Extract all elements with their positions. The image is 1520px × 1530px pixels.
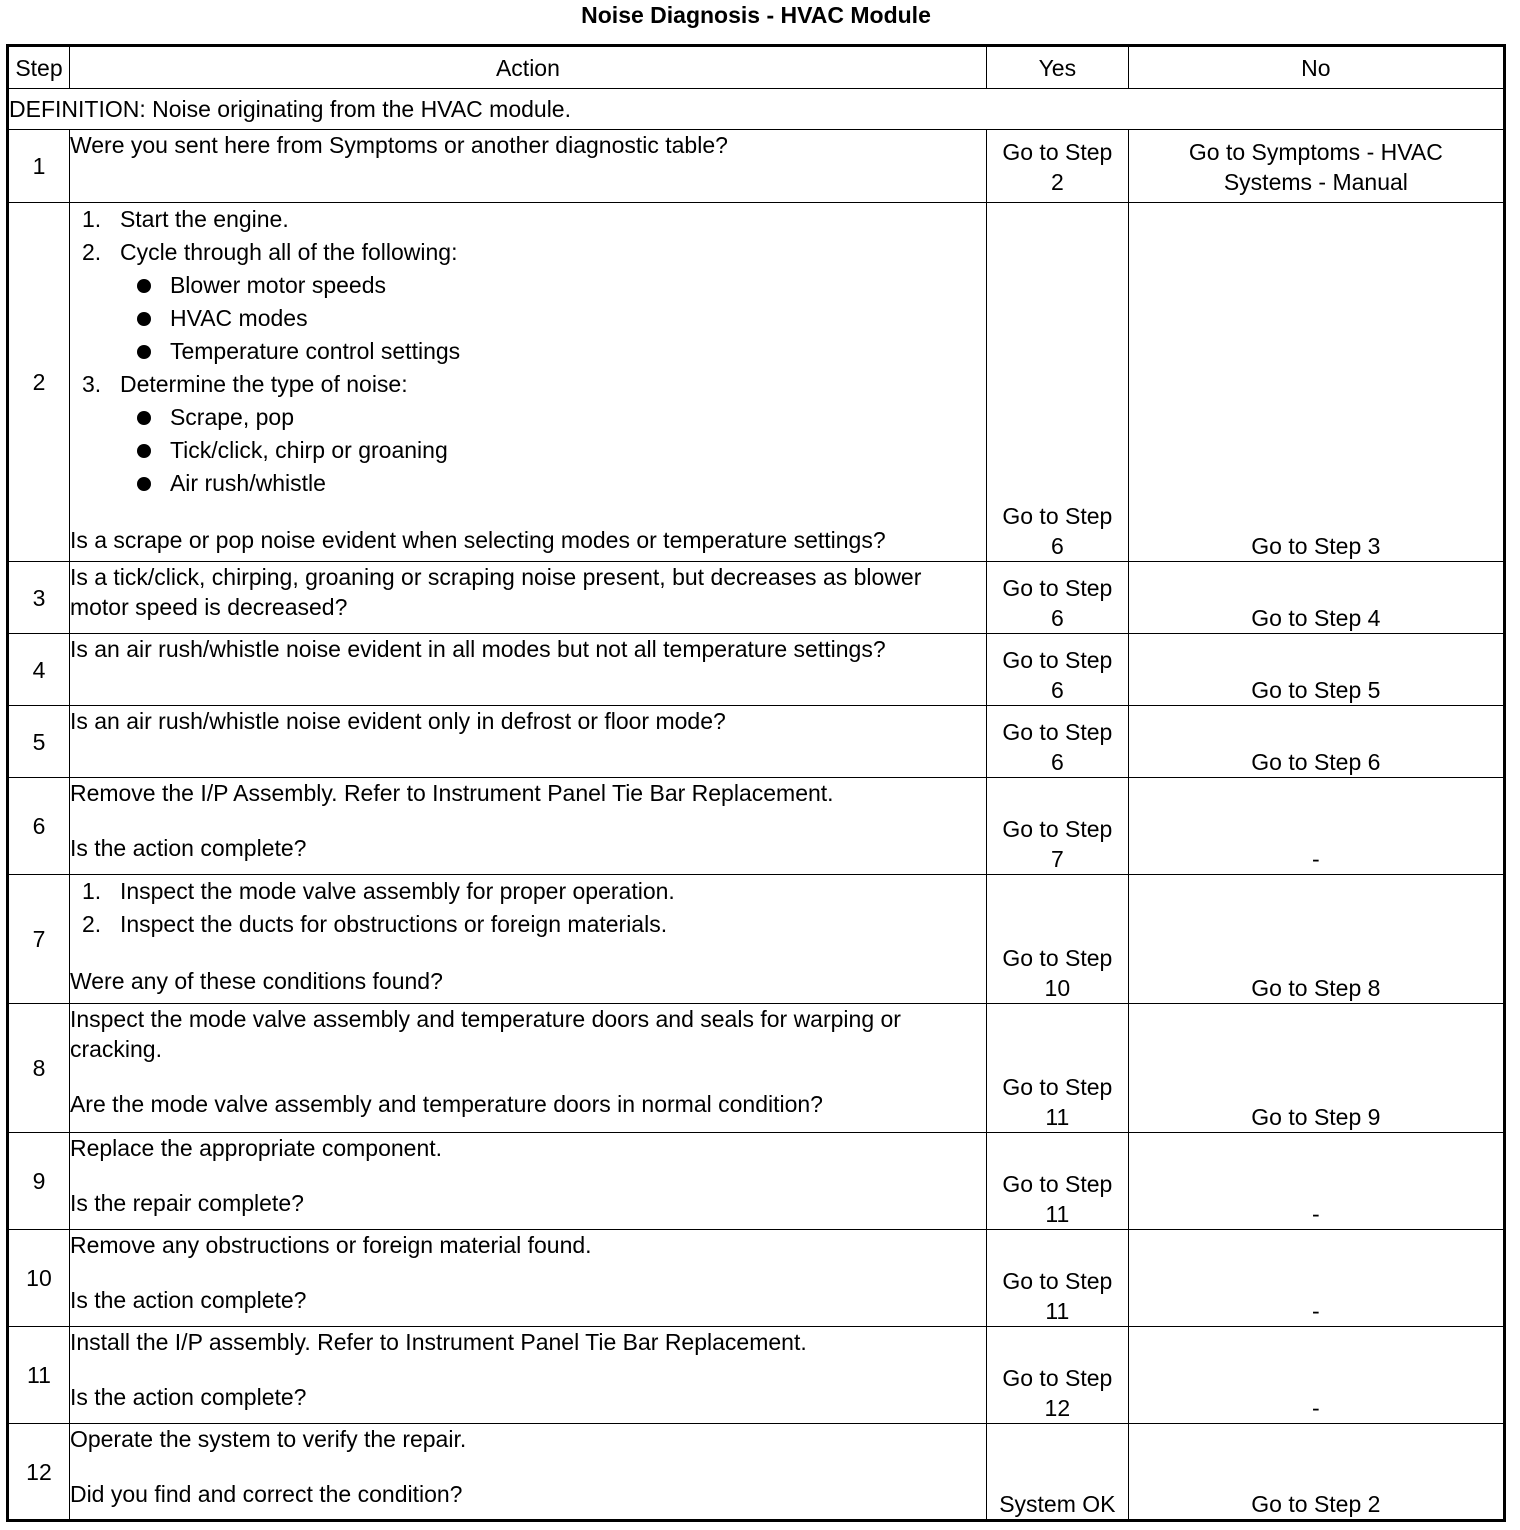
table-row — [8, 875, 1505, 1004]
header-step: Step — [8, 46, 70, 89]
question-text: Is the repair complete? — [69, 1190, 304, 1216]
yes-cell — [986, 634, 1128, 706]
no-text: Go to Step 4 — [1251, 605, 1381, 631]
step-number: 12 — [8, 1424, 70, 1521]
action-cell — [69, 875, 986, 1004]
action-cell — [69, 778, 986, 875]
yes-step: 6 — [1050, 533, 1064, 559]
list-number: 2. — [81, 239, 102, 265]
action-cell — [69, 706, 986, 778]
list-item-text: Determine the type of noise: — [119, 371, 408, 397]
yes-text: Go to Step — [1002, 1074, 1113, 1100]
yes-step: 11 — [1045, 1298, 1070, 1324]
list-number: 3. — [81, 371, 102, 397]
yes-cell — [986, 1004, 1128, 1133]
list-item — [70, 236, 986, 368]
action-cell — [69, 562, 986, 634]
bullet-item: Temperature control settings — [120, 335, 986, 368]
question-text: Were you sent here from Symptoms or another diagnostic table? — [69, 132, 728, 158]
step-number: 4 — [8, 634, 70, 706]
action-cell — [69, 1004, 986, 1133]
yes-cell — [986, 203, 1128, 562]
table-row — [8, 778, 1505, 875]
yes-step: 11 — [1045, 1104, 1070, 1130]
question-text: Is the action complete? — [69, 835, 307, 861]
no-cell — [1128, 562, 1504, 634]
no-text: Go to Step 9 — [1251, 1104, 1381, 1130]
no-text: Go to Step 3 — [1251, 533, 1381, 559]
no-text: - — [1312, 846, 1320, 872]
yes-cell — [986, 1424, 1128, 1521]
list-item — [70, 875, 986, 908]
instruction-text: Operate the system to verify the repair. — [69, 1426, 467, 1452]
yes-cell — [986, 875, 1128, 1004]
yes-text: Go to Step — [1002, 1171, 1113, 1197]
header-yes: Yes — [986, 46, 1128, 89]
step-number: 9 — [8, 1133, 70, 1230]
list-item-text: Start the engine. — [119, 206, 289, 232]
no-text: - — [1312, 1201, 1320, 1227]
yes-text: System OK — [999, 1491, 1116, 1517]
instruction-text: Replace the appropriate component. — [69, 1135, 443, 1161]
bullet-item: Air rush/whistle — [120, 467, 986, 500]
yes-step: 10 — [1044, 975, 1071, 1001]
yes-text: Go to Step — [1002, 575, 1113, 601]
bullet-item: Scrape, pop — [120, 401, 986, 434]
yes-cell — [986, 562, 1128, 634]
question-text: Is the action complete? — [69, 1384, 307, 1410]
no-text: Go to Step 6 — [1251, 749, 1381, 775]
question-text: Did you find and correct the condition? — [69, 1481, 463, 1507]
instruction-text: Inspect the mode valve assembly and temperature doors and seals for warping or cracking. — [69, 1006, 901, 1062]
list-item-text: Inspect the ducts for obstructions or foreign materials. — [119, 911, 668, 937]
table-row — [8, 634, 1505, 706]
bullet-item: Tick/click, chirp or groaning — [120, 434, 986, 467]
yes-step: 12 — [1044, 1395, 1071, 1421]
yes-step: 2 — [1050, 169, 1064, 195]
action-cell — [69, 1424, 986, 1521]
yes-text: Go to Step — [1002, 139, 1113, 165]
numbered-list — [70, 875, 986, 941]
yes-text: Go to Step — [1002, 1365, 1113, 1391]
diagnostic-table — [6, 44, 1506, 1522]
question-text: Are the mode valve assembly and temperature doors in normal condition? — [69, 1091, 823, 1117]
yes-text: Go to Step — [1002, 1268, 1113, 1294]
step-number: 1 — [8, 130, 70, 203]
instruction-text: Install the I/P assembly. Refer to Instrument Panel Tie Bar Replacement. — [69, 1329, 807, 1355]
no-cell — [1128, 634, 1504, 706]
step-number: 5 — [8, 706, 70, 778]
definition-row — [8, 89, 1505, 130]
step-number: 6 — [8, 778, 70, 875]
question-text: Is a tick/click, chirping, groaning or scraping noise present, but decreases as blower motor speed is decreased? — [69, 564, 922, 620]
no-text: Systems - Manual — [1223, 169, 1408, 195]
yes-step: 11 — [1045, 1201, 1070, 1227]
no-text: Go to Symptoms - HVAC — [1188, 139, 1443, 165]
no-cell — [1128, 203, 1504, 562]
list-item — [70, 203, 986, 236]
page-title: Noise Diagnosis - HVAC Module — [581, 2, 931, 28]
bullet-item: HVAC modes — [120, 302, 986, 335]
table-row — [8, 1133, 1505, 1230]
table-row — [8, 130, 1505, 203]
numbered-list — [70, 203, 986, 500]
header-row — [8, 46, 1505, 89]
yes-cell — [986, 1327, 1128, 1424]
table-row — [8, 1424, 1505, 1521]
no-text: Go to Step 8 — [1251, 975, 1381, 1001]
instruction-text: Remove the I/P Assembly. Refer to Instrument Panel Tie Bar Replacement. — [69, 780, 834, 806]
no-cell — [1128, 778, 1504, 875]
yes-cell — [986, 1133, 1128, 1230]
no-cell — [1128, 1424, 1504, 1521]
table-row — [8, 706, 1505, 778]
list-number: 1. — [81, 878, 102, 904]
yes-cell — [986, 706, 1128, 778]
table-row — [8, 1004, 1505, 1133]
no-text: Go to Step 5 — [1251, 677, 1381, 703]
no-cell — [1128, 1004, 1504, 1133]
no-cell — [1128, 1327, 1504, 1424]
yes-step: 6 — [1050, 749, 1064, 775]
no-cell — [1128, 1133, 1504, 1230]
step-number: 11 — [8, 1327, 70, 1424]
no-cell — [1128, 706, 1504, 778]
step-number: 10 — [8, 1230, 70, 1327]
header-no: No — [1128, 46, 1504, 89]
list-item-text: Inspect the mode valve assembly for proper operation. — [119, 878, 675, 904]
yes-text: Go to Step — [1002, 816, 1113, 842]
table-row — [8, 203, 1505, 562]
action-cell — [69, 1327, 986, 1424]
yes-text: Go to Step — [1002, 719, 1113, 745]
no-cell — [1128, 130, 1504, 203]
question-text: Is the action complete? — [69, 1287, 307, 1313]
step-number: 7 — [8, 875, 70, 1004]
yes-text: Go to Step — [1002, 647, 1113, 673]
action-cell — [69, 1230, 986, 1327]
yes-step: 6 — [1050, 677, 1064, 703]
step-number: 8 — [8, 1004, 70, 1133]
yes-step: 6 — [1050, 605, 1064, 631]
bullet-list — [120, 269, 986, 368]
action-cell — [69, 634, 986, 706]
table-row — [8, 1230, 1505, 1327]
list-number: 2. — [81, 911, 102, 937]
no-cell — [1128, 1230, 1504, 1327]
yes-text: Go to Step — [1002, 503, 1113, 529]
question-text: Is an air rush/whistle noise evident only in defrost or floor mode? — [69, 708, 726, 734]
yes-text: Go to Step — [1002, 945, 1113, 971]
yes-cell — [986, 130, 1128, 203]
question-text: Is a scrape or pop noise evident when selecting modes or temperature settings? — [69, 527, 886, 553]
action-cell — [69, 203, 986, 562]
question-text: Is an air rush/whistle noise evident in all modes but not all temperature settings? — [69, 636, 886, 662]
list-item-text: Cycle through all of the following: — [119, 239, 458, 265]
no-cell — [1128, 875, 1504, 1004]
action-cell — [69, 1133, 986, 1230]
header-action: Action — [69, 46, 986, 89]
no-text: - — [1312, 1298, 1320, 1324]
step-number: 3 — [8, 562, 70, 634]
action-cell — [69, 130, 986, 203]
list-item — [70, 368, 986, 500]
list-item — [70, 908, 986, 941]
yes-cell — [986, 778, 1128, 875]
table-row — [8, 1327, 1505, 1424]
list-number: 1. — [81, 206, 102, 232]
definition-text: DEFINITION: Noise originating from the HVAC module. — [8, 89, 1505, 130]
step-number: 2 — [8, 203, 70, 562]
instruction-text: Remove any obstructions or foreign material found. — [69, 1232, 592, 1258]
yes-step: 7 — [1050, 846, 1064, 872]
yes-cell — [986, 1230, 1128, 1327]
table-row — [8, 562, 1505, 634]
bullet-list — [120, 401, 986, 500]
no-text: Go to Step 2 — [1251, 1491, 1381, 1517]
no-text: - — [1312, 1395, 1320, 1421]
bullet-item: Blower motor speeds — [120, 269, 986, 302]
question-text: Were any of these conditions found? — [69, 968, 443, 994]
